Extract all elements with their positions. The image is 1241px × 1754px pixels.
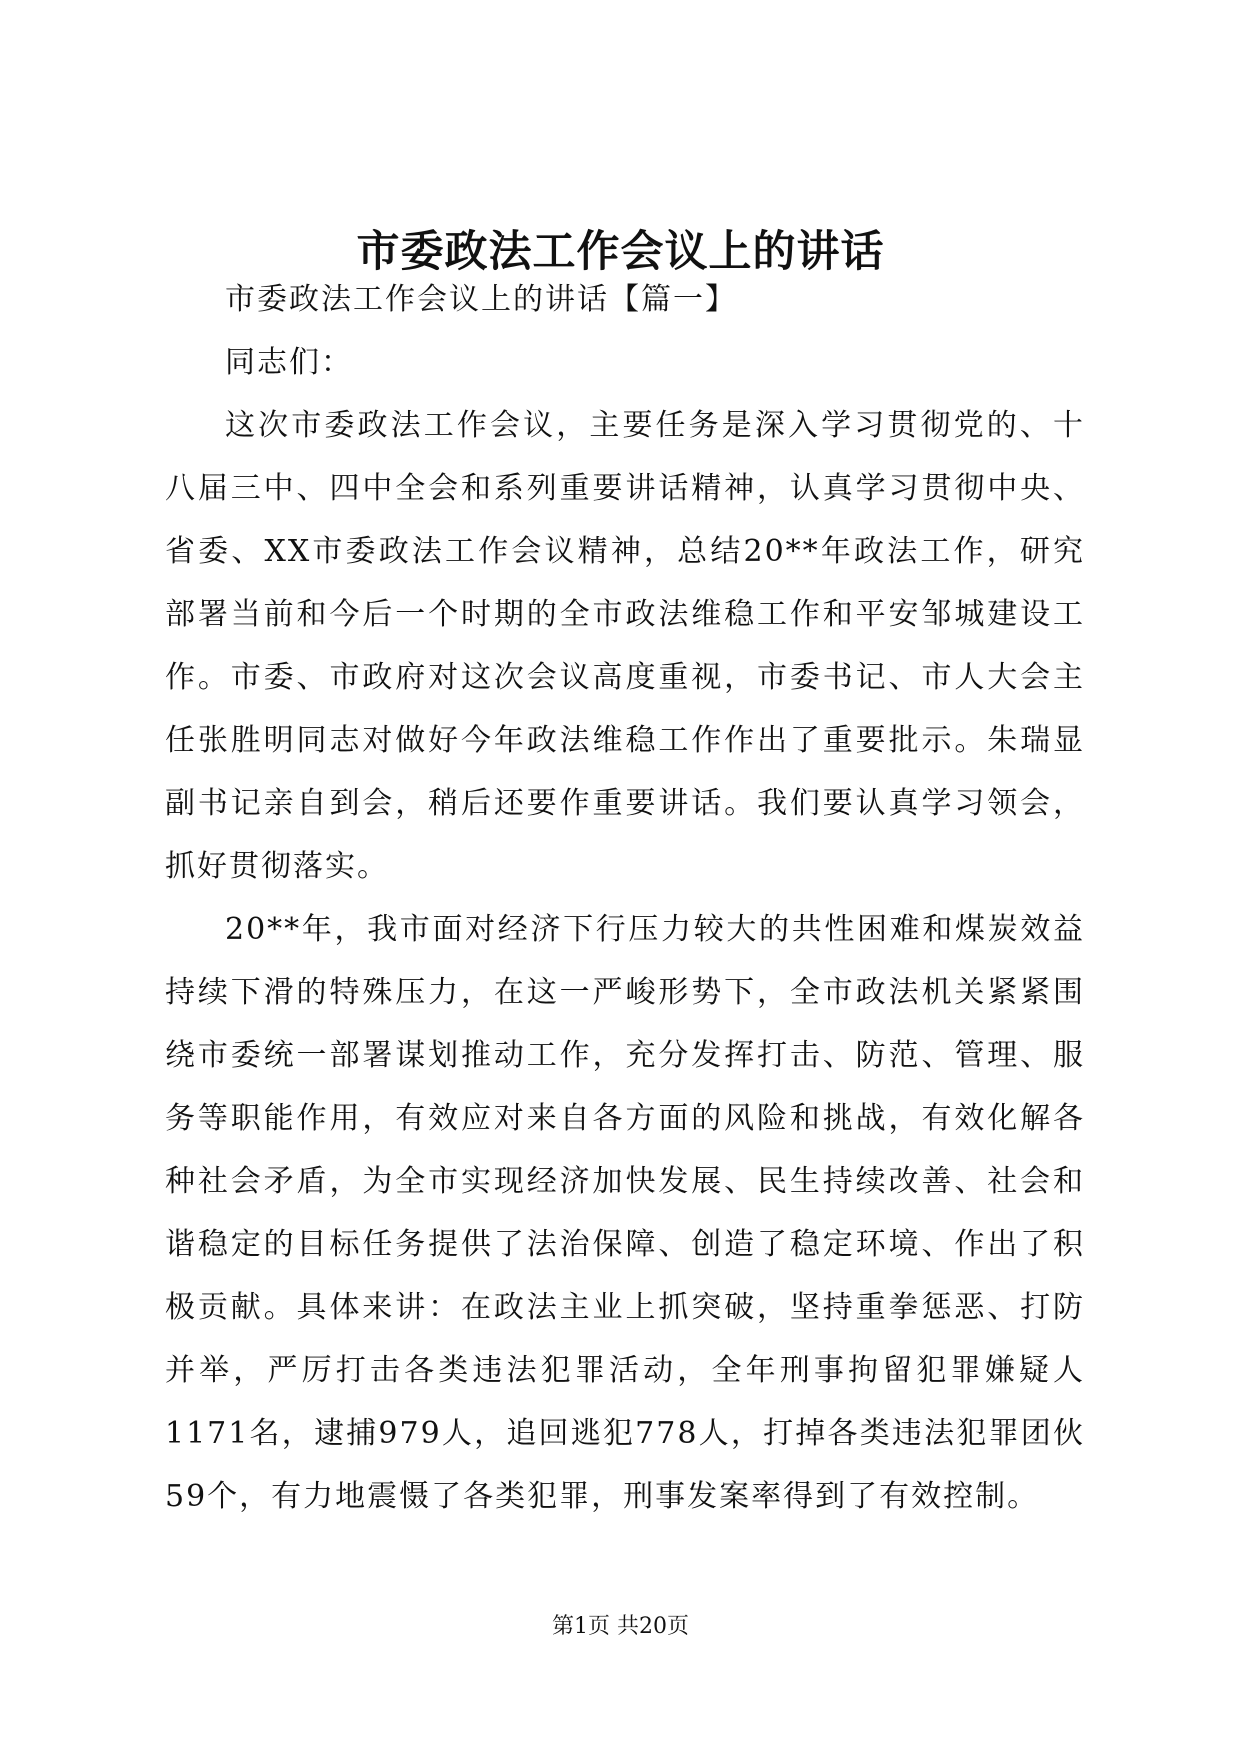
document-body <box>165 268 1085 1528</box>
section-heading: 市委政法工作会议上的讲话【篇一】 <box>225 282 737 317</box>
salutation: 同志们： <box>225 345 353 380</box>
document-title: 市委政法工作会议上的讲话 <box>356 227 885 277</box>
body-paragraph: 这次市委政法工作会议，主要任务是深入学习贯彻党的、十八届三中、四中全会和系列重要讲话精神，认真学习贯彻中央、省委、XX市委政法工作会议精神，总结20**年政法工作，研究部署当前和今后一个时期的全市政法维稳工作和平安邹城建设工作。市委、市政府对这次会议高度重视，市委书记、市人大会主任张胜明同志对做好今年政法维稳工作作出了重要批示。朱瑞显副书记亲自到会，稍后还要作重要讲话。我们要认真学习领会，抓好贯彻落实。 <box>165 408 1085 884</box>
body-paragraph: 20**年，我市面对经济下行压力较大的共性困难和煤炭效益持续下滑的特殊压力，在这一严峻形势下，全市政法机关紧紧围绕市委统一部署谋划推动工作，充分发挥打击、防范、管理、服务等职能作用，有效应对来自各方面的风险和挑战，有效化解各种社会矛盾，为全市实现经济加快发展、民生持续改善、社会和谐稳定的目标任务提供了法治保障、创造了稳定环境、作出了积极贡献。具体来讲：在政法主业上抓突破，坚持重拳惩恶、打防并举，严厉打击各类违法犯罪活动，全年刑事拘留犯罪嫌疑人1171名，逮捕979人，追回逃犯778人，打掉各类违法犯罪团伙59个，有力地震慑了各类犯罪，刑事发案率得到了有效控制。 <box>165 912 1085 1514</box>
page-footer: 第1页 共20页 <box>552 1614 689 1639</box>
